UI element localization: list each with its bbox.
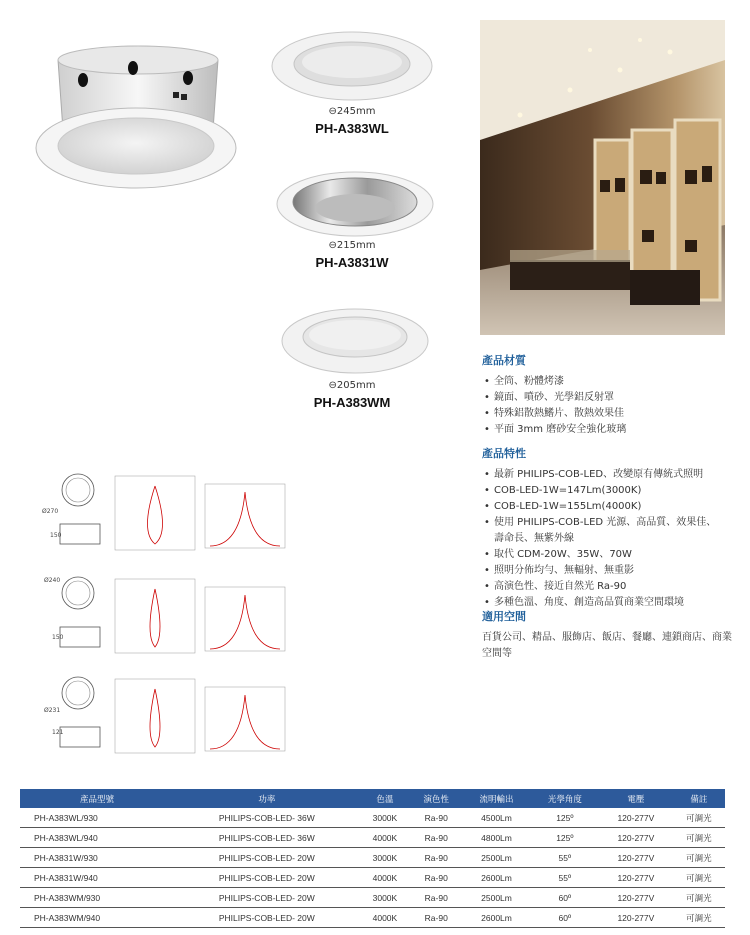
table-row bbox=[20, 908, 725, 928]
product-model: PH-A3831W bbox=[315, 255, 389, 270]
diameter-icon: ⊖ bbox=[328, 240, 337, 251]
cell: 2600Lm bbox=[462, 908, 530, 928]
list-item: • COB-LED-1W=155Lm(4000K) bbox=[482, 499, 742, 515]
list-item: • COB-LED-1W=147Lm(3000K) bbox=[482, 483, 742, 499]
product-dimension: 245mm bbox=[336, 106, 376, 117]
cell: 120-277V bbox=[599, 868, 673, 888]
cell: PH-A383WM/940 bbox=[20, 908, 174, 928]
column-header: 功率 bbox=[174, 789, 360, 808]
cell: 120-277V bbox=[599, 848, 673, 868]
section-title: 適用空間 bbox=[482, 610, 526, 623]
features-list bbox=[482, 467, 742, 611]
cell: PHILIPS-COB-LED- 20W bbox=[174, 868, 360, 888]
cell: 120-277V bbox=[599, 828, 673, 848]
cell: 可調光 bbox=[673, 848, 725, 868]
product-caption-3 bbox=[262, 380, 442, 410]
cell: 3000K bbox=[360, 888, 410, 908]
product-photo-1 bbox=[270, 28, 435, 103]
cell: PHILIPS-COB-LED- 20W bbox=[174, 908, 360, 928]
diagram-3-cutout: Ø231 bbox=[44, 707, 61, 714]
cell: Ra-90 bbox=[410, 888, 462, 908]
product-model: PH-A383WM bbox=[313, 395, 391, 410]
list-item: • 最新 PHILIPS-COB-LED、改變原有傳統式照明 bbox=[482, 467, 742, 483]
cell: 3000K bbox=[360, 848, 410, 868]
diagram-row-1 bbox=[40, 472, 295, 560]
material-list bbox=[482, 374, 737, 438]
table-header-row bbox=[20, 789, 725, 808]
cell: 55º bbox=[531, 848, 599, 868]
column-header: 演色性 bbox=[410, 789, 462, 808]
cell: 可調光 bbox=[673, 828, 725, 848]
column-header: 備註 bbox=[673, 789, 725, 808]
list-item: • 平面 3mm 磨砂安全強化玻璃 bbox=[482, 422, 737, 438]
cell: PH-A383WL/930 bbox=[20, 808, 174, 828]
spec-table-wrap bbox=[20, 789, 725, 928]
diagram-1-cutout: Ø270 bbox=[42, 508, 59, 515]
cell: 可調光 bbox=[673, 868, 725, 888]
cell: PHILIPS-COB-LED- 20W bbox=[174, 848, 360, 868]
cell: PHILIPS-COB-LED- 36W bbox=[174, 828, 360, 848]
table-row bbox=[20, 888, 725, 908]
list-item: • 照明分佈均勻、無輻射、無重影 bbox=[482, 563, 742, 579]
cell: 3000K bbox=[360, 808, 410, 828]
features-section bbox=[482, 445, 742, 611]
table-row bbox=[20, 848, 725, 868]
cell: 4000K bbox=[360, 908, 410, 928]
cell: Ra-90 bbox=[410, 848, 462, 868]
cell: Ra-90 bbox=[410, 868, 462, 888]
cell: PH-A383WM/930 bbox=[20, 888, 174, 908]
product-dimension: 215mm bbox=[336, 240, 376, 251]
product-photo-2 bbox=[275, 170, 435, 238]
section-title: 產品特性 bbox=[482, 447, 526, 460]
column-header: 光學角度 bbox=[531, 789, 599, 808]
cell: 4800Lm bbox=[462, 828, 530, 848]
cell: 2500Lm bbox=[462, 848, 530, 868]
table-row bbox=[20, 868, 725, 888]
diagram-row-2 bbox=[40, 575, 295, 663]
table-row bbox=[20, 828, 725, 848]
list-item: • 多種色溫、角度、創造高品質商業空間環境 bbox=[482, 595, 742, 611]
cell: PHILIPS-COB-LED- 36W bbox=[174, 808, 360, 828]
cell: 可調光 bbox=[673, 808, 725, 828]
cell: PH-A3831W/940 bbox=[20, 868, 174, 888]
diagram-2-cutout: Ø240 bbox=[44, 577, 61, 584]
spec-table bbox=[20, 789, 725, 928]
cell: 120-277V bbox=[599, 908, 673, 928]
cell: 125º bbox=[531, 828, 599, 848]
cell: 2500Lm bbox=[462, 888, 530, 908]
column-header: 產品型號 bbox=[20, 789, 174, 808]
cell: PH-A383WL/940 bbox=[20, 828, 174, 848]
diameter-icon: ⊖ bbox=[328, 106, 337, 117]
column-header: 色溫 bbox=[360, 789, 410, 808]
diagram-row-3 bbox=[40, 675, 295, 763]
list-item: • 鏡面、噴砂、光學鋁反射罩 bbox=[482, 390, 737, 406]
column-header: 電壓 bbox=[599, 789, 673, 808]
cell: 120-277V bbox=[599, 808, 673, 828]
cell: Ra-90 bbox=[410, 908, 462, 928]
cell: 120-277V bbox=[599, 888, 673, 908]
product-photo-3 bbox=[280, 305, 430, 375]
applications-text: 百貨公司、精品、服飾店、飯店、餐廳、連鎖商店、商業空間等 bbox=[482, 632, 732, 659]
list-item: • 高演色性、接近自然光 Ra-90 bbox=[482, 579, 742, 595]
cell: 可調光 bbox=[673, 908, 725, 928]
cell: 60º bbox=[531, 908, 599, 928]
product-model: PH-A383WL bbox=[315, 121, 389, 136]
cell: 4000K bbox=[360, 868, 410, 888]
list-item: 壽命長、無紫外線 bbox=[494, 533, 574, 544]
diagram-2-height: 150 bbox=[52, 634, 64, 641]
section-title: 產品材質 bbox=[482, 354, 526, 367]
diameter-icon: ⊖ bbox=[328, 380, 337, 391]
list-item: • 使用 PHILIPS-COB-LED 光源、高品質、效果佳、 bbox=[482, 515, 742, 531]
cell: 4000K bbox=[360, 828, 410, 848]
cell: 60º bbox=[531, 888, 599, 908]
product-photo-main bbox=[28, 40, 238, 190]
diagram-1-height: 150 bbox=[50, 532, 62, 539]
cell: 4500Lm bbox=[462, 808, 530, 828]
column-header: 流明輸出 bbox=[462, 789, 530, 808]
product-caption-1 bbox=[262, 106, 442, 136]
cell: Ra-90 bbox=[410, 808, 462, 828]
cell: 2600Lm bbox=[462, 868, 530, 888]
table-row bbox=[20, 808, 725, 828]
store-interior-photo bbox=[480, 20, 725, 335]
cell: PH-A3831W/930 bbox=[20, 848, 174, 868]
product-caption-2 bbox=[262, 240, 442, 270]
product-dimension: 205mm bbox=[336, 380, 376, 391]
cell: PHILIPS-COB-LED- 20W bbox=[174, 888, 360, 908]
applications-section bbox=[482, 608, 732, 662]
cell: 可調光 bbox=[673, 888, 725, 908]
list-item: • 取代 CDM-20W、35W、70W bbox=[482, 547, 742, 563]
diagram-3-height: 121 bbox=[52, 729, 64, 736]
cell: 55º bbox=[531, 868, 599, 888]
cell: 125º bbox=[531, 808, 599, 828]
list-item: • 特殊鋁散熱鰭片、散熱效果佳 bbox=[482, 406, 737, 422]
list-item: • 全筒、粉體烤漆 bbox=[482, 374, 737, 390]
cell: Ra-90 bbox=[410, 828, 462, 848]
material-section bbox=[482, 352, 737, 438]
